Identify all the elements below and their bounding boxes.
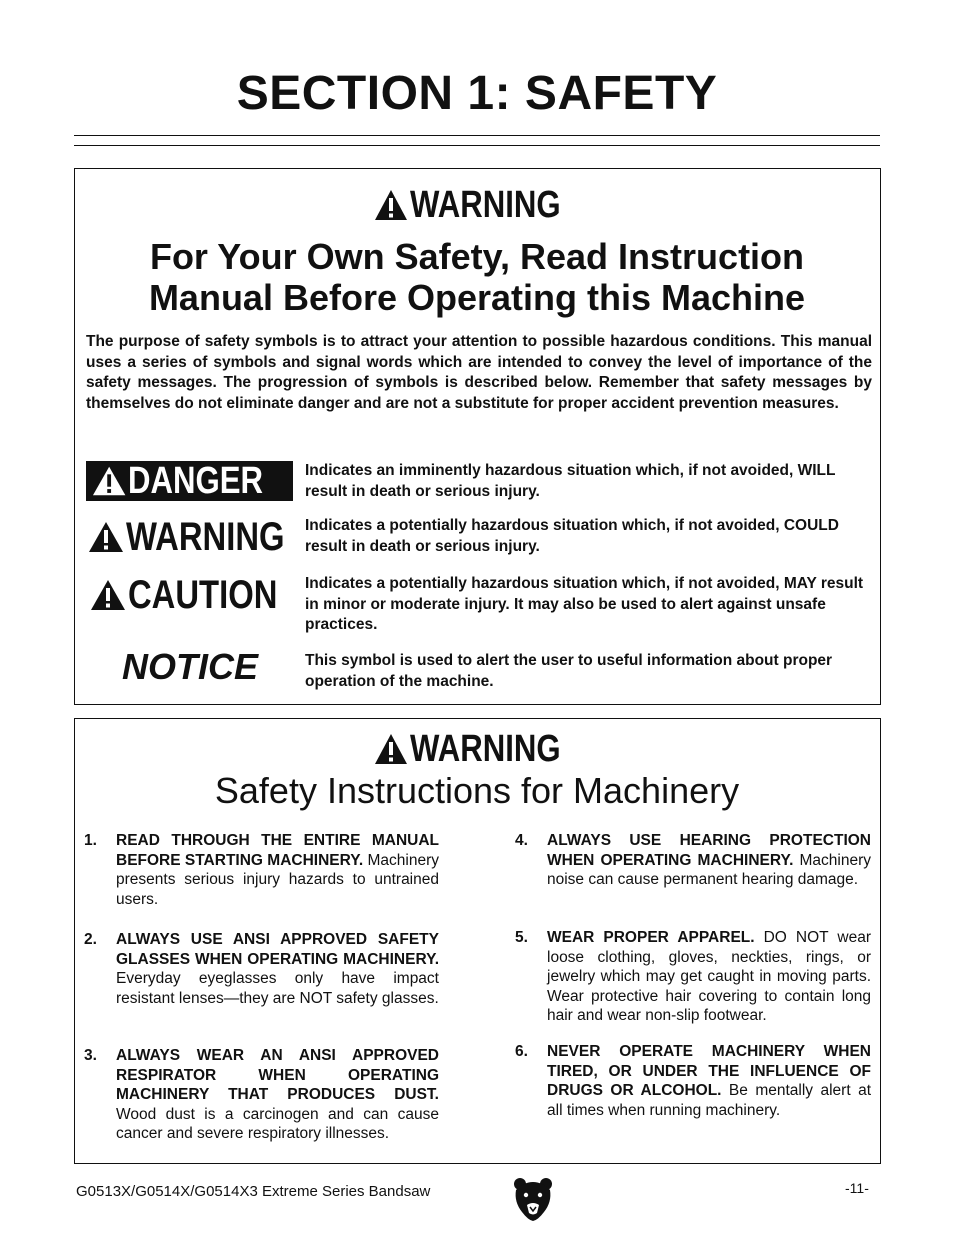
warning-triangle-icon [374,189,408,221]
warning-label: WARNING [410,184,561,226]
box2-heading: Safety Instructions for Machinery [214,770,740,811]
danger-description: Indicates an imminently hazardous situation which, if not avoided, WILL result in death or serious injury. [305,462,836,500]
footer-model-text: G0513X/G0514X/G0514X3 Extreme Series Bandsaw [76,1183,431,1200]
instruction-item-1: 1. READ THROUGH THE ENTIRE MANUAL BEFORE STARTING MACHINERY. Machinery presents serious injury hazards to untrained users. [84,832,439,908]
instruction-item-2: 2. ALWAYS USE ANSI APPROVED SAFETY GLASSES WHEN OPERATING MACHINERY. Everyday eyeglasses only have impact resistant lenses—they are NOT safety glasses. [84,931,439,1007]
title-rule-bottom [74,145,880,146]
notice-description: This symbol is used to alert the user to useful information about proper operation of the machine. [305,652,833,690]
warning-badge [88,516,319,558]
box1-heading-line1: For Your Own Safety, Read Instruction [149,236,805,277]
caution-triangle-icon [90,579,126,611]
instruction-item-4: 4. ALWAYS USE HEARING PROTECTION WHEN OPERATING MACHINERY. Machinery noise can cause permanent hearing damage. [515,832,871,888]
page-number: -11- [845,1180,869,1196]
warning-label-2: WARNING [410,728,561,770]
title-rule-top [74,135,880,136]
danger-label: DANGER [128,460,264,502]
warning-signal-word [374,184,594,226]
warning-triangle-icon [374,733,408,765]
warning-level-triangle-icon [88,521,124,553]
instruction-item-6: 6. NEVER OPERATE MACHINERY WHEN TIRED, OR UNDER THE INFLUENCE OF DRUGS OR ALCOHOL. Be mentally alert at all times when running machinery. [515,1043,872,1119]
notice-label: NOTICE [122,646,259,687]
box1-heading [74,236,880,318]
danger-triangle-icon [92,465,126,497]
warning-level-label: WARNING [126,515,285,559]
warning-description: Indicates a potentially hazardous situation which, if not avoided, COULD result in death or serious injury. [305,517,839,555]
caution-description: Indicates a potentially hazardous situation which, if not avoided, MAY result in minor or moderate injury. It may also be used to alert against unsafe practices. [305,575,864,633]
intro-paragraph: The purpose of safety symbols is to attract your attention to possible hazardous conditions. This manual uses a series of symbols and signal words which are intended to convey the level of importance of the safety messages. The progression of symbols is described below. Remember that safety messages by themselves do not eliminate danger and are not a substitute for proper accident prevention measures. [86,333,872,412]
page-title: SECTION 1: SAFETY [236,67,718,120]
danger-badge [86,461,293,501]
bear-head-icon [512,1176,554,1227]
instruction-item-3: 3. ALWAYS WEAR AN ANSI APPROVED RESPIRATOR WHEN OPERATING MACHINERY THAT PRODUCES DUST. Wood dust is a carcinogen and can cause cancer and severe respiratory illnesses. [84,1047,439,1142]
box1-heading-line2: Manual Before Operating this Machine [148,277,806,318]
caution-label: CAUTION [128,573,278,617]
warning-signal-word-2 [374,728,594,770]
caution-badge [90,574,310,616]
instruction-item-5: 5. WEAR PROPER APPAREL. DO NOT wear loose clothing, gloves, neckties, rings, or jewelry which may get caught in moving parts. Wear protective hair covering to contain long hair and wear non-slip footwear. [515,929,871,1024]
